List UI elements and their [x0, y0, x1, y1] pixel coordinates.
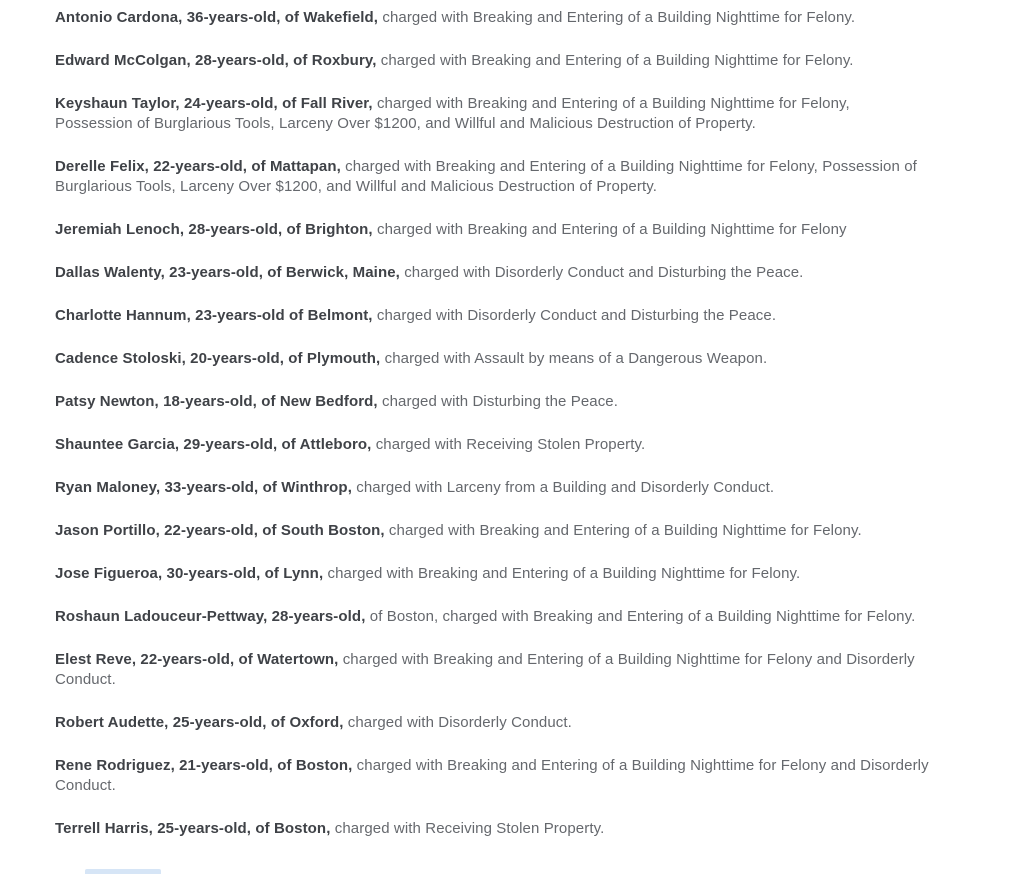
arrest-entry-name: Cadence Stoloski, 20-years-old, of Plymouth,: [55, 350, 381, 367]
arrest-entry-charges: of Boston, charged with Breaking and Entering of a Building Nighttime for Felony.: [369, 608, 916, 625]
arrest-entry: [55, 349, 929, 369]
arrest-entry-charges: charged with Breaking and Entering of a Building Nighttime for Felony.: [380, 52, 854, 69]
arrest-entry-charges: charged with Breaking and Entering of a Building Nighttime for Felony: [376, 221, 847, 238]
arrest-entry: [55, 650, 929, 690]
arrest-entry-charges: charged with Breaking and Entering of a Building Nighttime for Felony and Disorderly Conduct.: [55, 757, 929, 794]
arrest-entry: [55, 756, 929, 796]
arrest-entry-name: Derelle Felix, 22-years-old, of Mattapan,: [55, 158, 341, 175]
arrest-entry-charges: charged with Breaking and Entering of a Building Nighttime for Felony.: [382, 9, 856, 26]
arrest-entry-charges: charged with Receiving Stolen Property.: [334, 820, 605, 837]
arrest-entry-charges: charged with Breaking and Entering of a Building Nighttime for Felony, Possession of Burglarious Tools, Larceny Over $1200, and Willful and Malicious Destruction of Property.: [55, 95, 850, 132]
arrest-entry-name: Ryan Maloney, 33-years-old, of Winthrop,: [55, 479, 352, 496]
arrest-entry-charges: charged with Larceny from a Building and Disorderly Conduct.: [356, 479, 775, 496]
arrest-entry-name: Rene Rodriguez, 21-years-old, of Boston,: [55, 757, 353, 774]
arrest-entry-name: Jeremiah Lenoch, 28-years-old, of Brighton,: [55, 221, 373, 238]
arrest-entry: [55, 94, 929, 134]
arrest-entry-charges: charged with Disorderly Conduct and Disturbing the Peace.: [376, 307, 777, 324]
arrest-entry: [55, 263, 929, 283]
arrest-entry-name: Charlotte Hannum, 23-years-old of Belmont,: [55, 307, 373, 324]
arrest-entry-name: Patsy Newton, 18-years-old, of New Bedford,: [55, 393, 378, 410]
arrest-entry-name: Dallas Walenty, 23-years-old, of Berwick, Maine,: [55, 264, 400, 281]
arrest-entry-charges: charged with Assault by means of a Dangerous Weapon.: [384, 350, 768, 367]
arrest-entry: [55, 819, 929, 839]
arrest-entry-name: Shauntee Garcia, 29-years-old, of Attleboro,: [55, 436, 372, 453]
arrest-entry: [55, 220, 929, 240]
arrest-entry: [55, 392, 929, 412]
arrest-log-entries: [55, 8, 929, 839]
arrest-entry-charges: charged with Disorderly Conduct and Disturbing the Peace.: [404, 264, 804, 281]
arrest-entry-name: Antonio Cardona, 36-years-old, of Wakefield,: [55, 9, 379, 26]
partial-bottom-element-fragment: [85, 869, 161, 874]
arrest-entry-name: Elest Reve, 22-years-old, of Watertown,: [55, 651, 339, 668]
arrest-log: [55, 8, 929, 862]
arrest-entry: [55, 435, 929, 455]
arrest-entry-name: Jose Figueroa, 30-years-old, of Lynn,: [55, 565, 324, 582]
arrest-entry: [55, 478, 929, 498]
arrest-entry: [55, 521, 929, 541]
arrest-entry: [55, 564, 929, 584]
arrest-entry-charges: charged with Disorderly Conduct.: [347, 714, 572, 731]
arrest-entry: [55, 8, 929, 28]
arrest-entry: [55, 607, 929, 627]
arrest-entry-charges: charged with Breaking and Entering of a Building Nighttime for Felony, Possession of Burglarious Tools, Larceny Over $1200, and Willful and Malicious Destruction of Property.: [55, 158, 917, 195]
arrest-entry-name: Jason Portillo, 22-years-old, of South Boston,: [55, 522, 385, 539]
arrest-entry-charges: charged with Receiving Stolen Property.: [375, 436, 646, 453]
arrest-entry-charges: charged with Disturbing the Peace.: [381, 393, 619, 410]
arrest-entry: [55, 51, 929, 71]
arrest-entry-charges: charged with Breaking and Entering of a Building Nighttime for Felony.: [327, 565, 801, 582]
arrest-entry-name: Keyshaun Taylor, 24-years-old, of Fall River,: [55, 95, 373, 112]
arrest-entry: [55, 157, 929, 197]
arrest-entry-name: Edward McColgan, 28-years-old, of Roxbury,: [55, 52, 377, 69]
arrest-entry-charges: charged with Breaking and Entering of a Building Nighttime for Felony.: [388, 522, 862, 539]
arrest-entry-name: Terrell Harris, 25-years-old, of Boston,: [55, 820, 331, 837]
arrest-entry: [55, 713, 929, 733]
arrest-entry: [55, 306, 929, 326]
arrest-entry-name: Robert Audette, 25-years-old, of Oxford,: [55, 714, 344, 731]
arrest-entry-name: Roshaun Ladouceur-Pettway, 28-years-old,: [55, 608, 366, 625]
arrest-entry-charges: charged with Breaking and Entering of a Building Nighttime for Felony and Disorderly Conduct.: [55, 651, 915, 688]
